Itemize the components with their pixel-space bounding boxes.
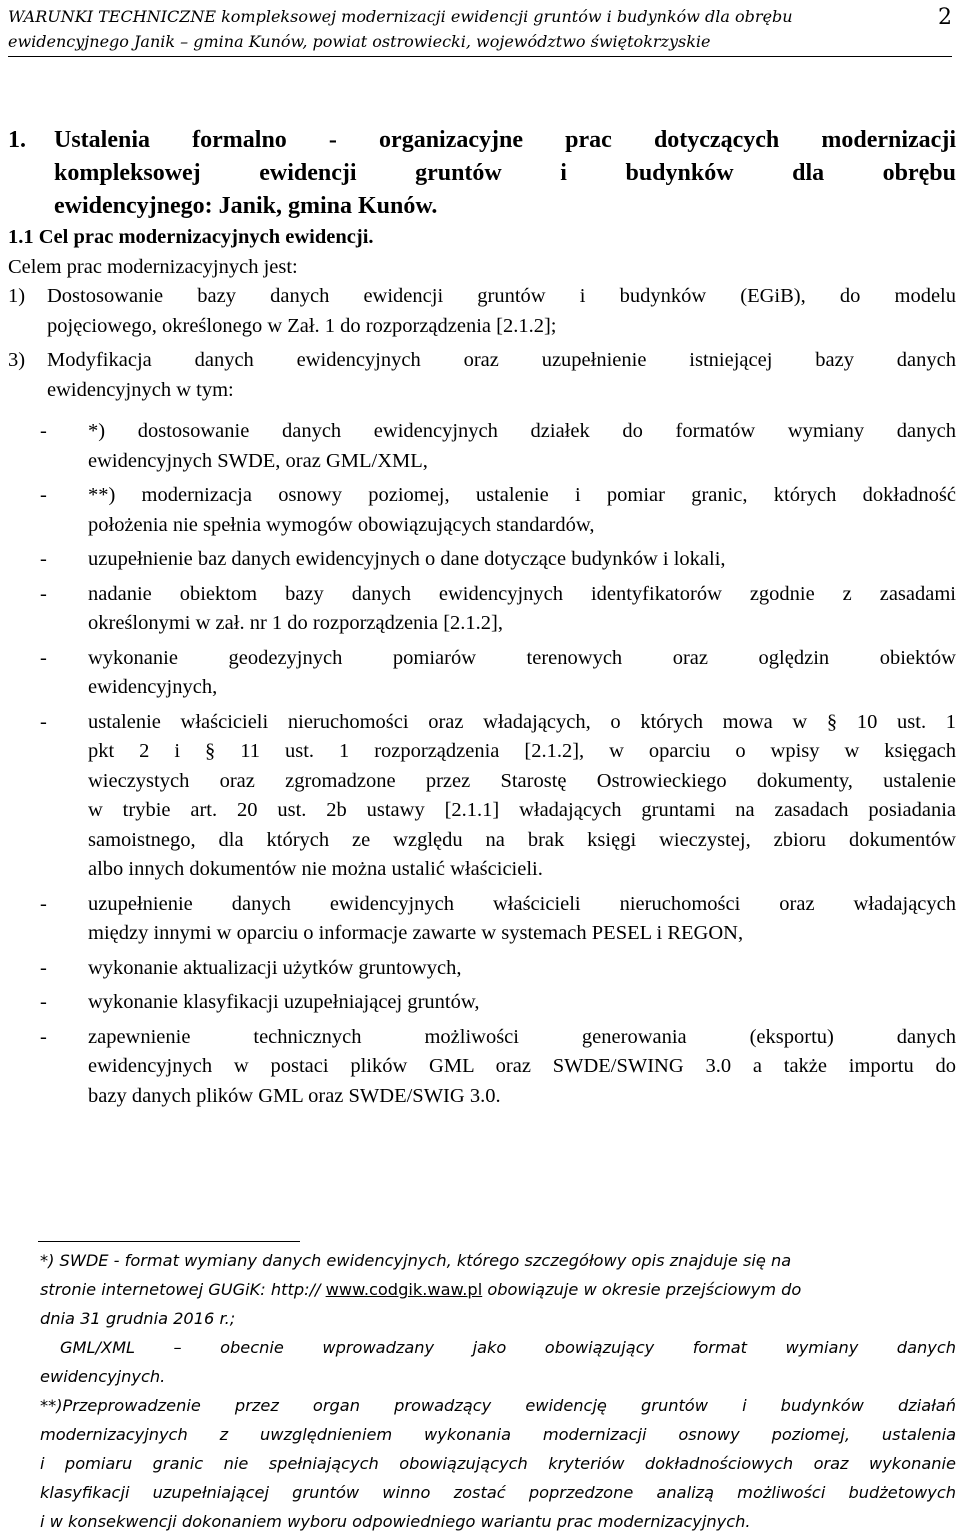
list-item-line: uzupełnienie baz danych ewidencyjnych o dane dotyczące budynków i lokali,	[88, 548, 726, 570]
section-1-number: 1.	[8, 127, 26, 153]
list-item-line: ewidencyjnych SWDE, oraz GML/XML,	[88, 449, 428, 472]
section-1-heading	[8, 124, 956, 223]
page-header	[8, 4, 952, 54]
list-item-line: wykonanie geodezyjnych pomiarów terenowych oraz oględzin obiektów	[88, 646, 956, 669]
list-item: - *) dostosowanie danych ewidencyjnych działek do formatów wymiany danych ewidencyjnych SWDE, oraz GML/XML,	[8, 417, 956, 476]
footnote-line: **)Przeprowadzenie przez organ prowadzący ewidencję gruntów i budynków działań	[40, 1396, 956, 1415]
list-item: - **) modernizacja osnowy poziomej, ustalenie i pomiar granic, których dokładność położenia nie spełnia wymogów obowiązujących standardów,	[8, 481, 956, 540]
list-item: - zapewnienie technicznych możliwości generowania (eksportu) danych ewidencyjnych w postaci plików GML oraz SWDE/SWING 3.0 a także importu do bazy danych plików GML oraz SWDE/SWIG 3.0.	[8, 1023, 956, 1112]
list-item: - wykonanie geodezyjnych pomiarów terenowych oraz oględzin obiektów ewidencyjnych,	[8, 644, 956, 703]
list-item-line: bazy danych plików GML oraz SWDE/SWIG 3.0.	[88, 1084, 501, 1107]
footnote-line: modernizacyjnych z uwzględnieniem wykonania modernizacji osnowy poziomej, ustalenia	[40, 1425, 956, 1444]
intro-text: Celem prac modernizacyjnych jest:	[8, 255, 298, 278]
header-line-2: ewidencyjnego Janik – gmina Kunów, powiat ostrowiecki, województwo świętokrzyskie	[8, 32, 711, 51]
list-item-line: wieczystych oraz zgromadzone przez Starostę Ostrowieckiego dokumenty, ustalenie	[88, 769, 956, 792]
section-1-title-line: ewidencyjnego: Janik, gmina Kunów.	[54, 193, 438, 219]
header-divider	[8, 56, 952, 57]
section-1-title-line: kompleksowej ewidencji gruntów i budynków dla obrębu	[54, 160, 956, 186]
item-number: 1)	[8, 285, 26, 307]
list-item: - nadanie obiektom bazy danych ewidencyjnych identyfikatorów zgodnie z zasadami określonymi w zał. nr 1 do rozporządzenia [2.1.2],	[8, 580, 956, 639]
list-item-line: wykonanie aktualizacji użytków gruntowych,	[88, 956, 462, 979]
footnote-text: obowiązuje w okresie przejściowym do	[482, 1280, 802, 1299]
section-1-1-heading: 1.1 Cel prac modernizacyjnych ewidencji.	[8, 226, 374, 248]
list-item-line: w trybie art. 20 ust. 2b ustawy [2.1.1] władających gruntami na zasadach posiadania	[88, 799, 956, 821]
footnote-line: i w konsekwencji dokonaniem wyboru odpowiedniego wariantu prac modernizacyjnych.	[40, 1512, 751, 1531]
list-item: - wykonanie aktualizacji użytków gruntowych,	[8, 954, 956, 984]
footnote-line	[40, 1275, 956, 1304]
footnote-line: dnia 31 grudnia 2016 r.;	[40, 1309, 236, 1328]
list-item-line: wykonanie klasyfikacji uzupełniającej gruntów,	[88, 991, 480, 1013]
list-item-line: samoistnego, dla których ze względu na brak księgi wieczystej, zbioru dokumentów	[88, 828, 956, 851]
bullet-list	[8, 417, 956, 1111]
numbered-item-3	[8, 346, 956, 376]
item-line: pojęciowego, określonego w Zał. 1 do rozporządzenia [2.1.2];	[47, 314, 557, 337]
footnote-text: stronie internetowej GUGiK: http://	[40, 1280, 326, 1299]
numbered-item-1	[8, 282, 956, 341]
item-number: 3)	[8, 349, 26, 371]
footnotes	[40, 1246, 956, 1536]
list-item-line: ewidencyjnych,	[88, 676, 218, 698]
list-item-line: zapewnienie technicznych możliwości generowania (eksportu) danych	[88, 1025, 956, 1048]
footnote-line: klasyfikacji uzupełniającej gruntów winno zostać poprzedzone analizą możliwości budżetowych	[40, 1483, 956, 1502]
footnote-line: ewidencyjnych.	[40, 1367, 166, 1386]
footnote-divider	[38, 1241, 300, 1242]
page-number: 2	[938, 5, 952, 30]
list-item-line: pkt 2 i § 11 ust. 1 rozporządzenia [2.1.2], w oparciu o wpisy w księgach	[88, 740, 956, 762]
footnote-line: *) SWDE - format wymiany danych ewidencyjnych, którego szczegółowy opis znajduje się na	[40, 1251, 792, 1270]
list-item-line: ewidencyjnych w postaci plików GML oraz SWDE/SWING 3.0 a także importu do	[88, 1055, 956, 1077]
list-item-line: **) modernizacja osnowy poziomej, ustalenie i pomiar granic, których dokładność	[88, 484, 956, 506]
item-line: ewidencyjnych w tym:	[47, 378, 234, 401]
footnote-line: GML/XML – obecnie wprowadzany jako obowiązujący format wymiany danych	[60, 1338, 956, 1357]
footnote-line: i pomiaru granic nie spełniających obowiązujących kryteriów dokładnościowych oraz wykonanie	[40, 1454, 956, 1473]
codgik-link[interactable]: www.codgik.waw.pl	[325, 1280, 483, 1299]
list-item-line: określonymi w zał. nr 1 do rozporządzenia [2.1.2],	[88, 612, 503, 634]
list-item-line: uzupełnienie danych ewidencyjnych właścicieli nieruchomości oraz władających	[88, 892, 956, 915]
list-item-line: albo innych dokumentów nie można ustalić właścicieli.	[88, 858, 543, 880]
list-item-line: położenia nie spełnia wymogów obowiązujących standardów,	[88, 513, 595, 536]
list-item: - wykonanie klasyfikacji uzupełniającej gruntów,	[8, 988, 956, 1018]
document-body	[8, 124, 956, 1111]
item-line: Dostosowanie bazy danych ewidencji gruntów i budynków (EGiB), do modelu	[47, 285, 956, 307]
section-1-title-line: Ustalenia formalno - organizacyjne prac dotyczących modernizacji	[54, 127, 956, 153]
list-item: - uzupełnienie danych ewidencyjnych właścicieli nieruchomości oraz władających między innymi w oparciu o informacje zawarte w systemach PESEL i REGON,	[8, 890, 956, 949]
list-item-line: ustalenie właścicieli nieruchomości oraz władających, o których mowa w § 10 ust. 1	[88, 710, 956, 733]
list-item-line: *) dostosowanie danych ewidencyjnych działek do formatów wymiany danych	[88, 420, 956, 442]
header-line-1: WARUNKI TECHNICZNE kompleksowej modernizacji ewidencji gruntów i budynków dla obrębu	[8, 7, 793, 26]
list-item-line: między innymi w oparciu o informacje zawarte w systemach PESEL i REGON,	[88, 922, 744, 944]
list-item: - uzupełnienie baz danych ewidencyjnych o dane dotyczące budynków i lokali,	[8, 545, 956, 575]
item-line: Modyfikacja danych ewidencyjnych oraz uzupełnienie istniejącej bazy danych	[47, 349, 956, 371]
list-item-line: nadanie obiektom bazy danych ewidencyjnych identyfikatorów zgodnie z zasadami	[88, 582, 956, 605]
list-item: - ustalenie właścicieli nieruchomości oraz władających, o których mowa w § 10 ust. 1 pkt 2 i § 11 ust. 1 rozporządzenia [2.1.2], w oparciu o wpisy w księgach wieczystych oraz zgromadzone przez Starostę Ostrowieckiego dokumenty, ustalenie w trybie art. 20 ust. 2b ustawy [2.1.1] władających gruntami na zasadach posiadania samoistnego, dla których ze względu na brak księgi wieczystej, zbioru dokumentów albo innych dokumentów nie można ustalić właścicieli.	[8, 708, 956, 885]
